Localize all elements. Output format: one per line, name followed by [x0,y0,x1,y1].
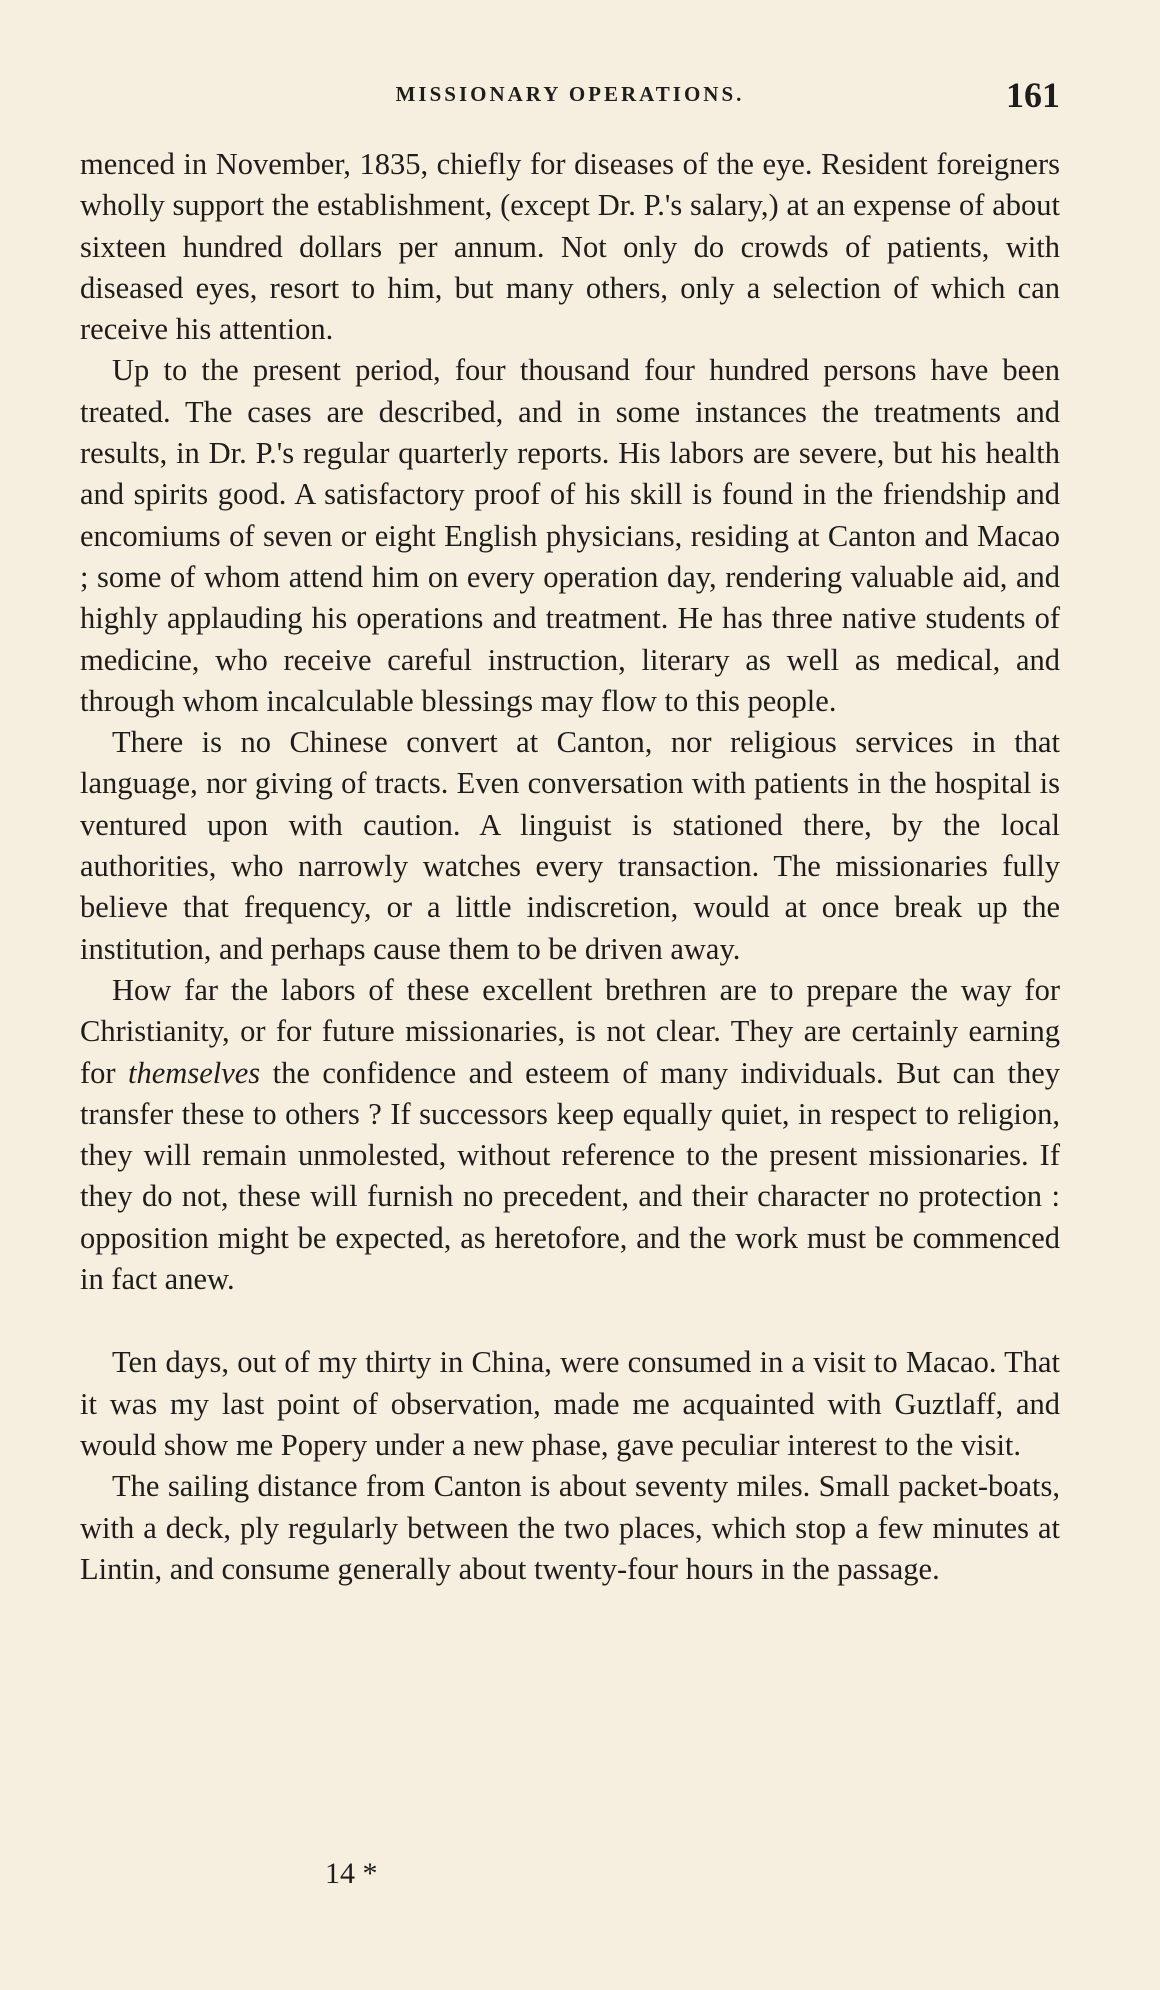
signature-mark: 14 * [325,1857,378,1890]
paragraph: Up to the present period, four thousand four hundred persons have been treated. The cases are described, and in some instances the treatments and results, in Dr. P.'s regular quarterly reports. His labors are severe, but his health and spirits good. A satisfactory proof of his skill is found in the friendship and encomiums of seven or eight English physicians, residing at Canton and Macao ; some of whom attend him on every operation day, rendering valuable aid, and highly applauding his operations and treatment. He has three native students of medicine, who receive careful instruction, literary as well as medical, and through whom incalculable blessings may flow to this people. [80,353,1060,718]
paragraph-text: the confidence and esteem of many individuals. But can they transfer these to others ? If successors keep equally quiet, in respect to religion, they will remain unmolested, without reference to the present missionaries. If they do not, these will furnish no precedent, and their character no protection : opposition might be expected, as heretofore, and the work must be commenced in fact anew. [80,1055,1060,1297]
body-text [80,144,1060,1590]
paragraph: Ten days, out of my thirty in China, were consumed in a visit to Macao. That it was my last point of observation, made me acquainted with Guztlaff, and would show me Popery under a new phase, gave peculiar interest to the visit. [80,1345,1060,1462]
paragraph [80,970,1060,1300]
paragraph: The sailing distance from Canton is about seventy miles. Small packet-boats, with a deck, ply regularly between the two places, which stop a few minutes at Lintin, and consume generally about twenty-four hours in the passage. [80,1469,1060,1586]
paragraph: menced in November, 1835, chiefly for diseases of the eye. Resident foreigners wholly support the establishment, (except Dr. P.'s salary,) at an expense of about sixteen hundred dollars per annum. Not only do crowds of patients, with diseased eyes, resort to him, but many others, only a selection of which can receive his attention. [80,147,1060,347]
page-number: 161 [1006,75,1060,115]
running-head: MISSIONARY OPERATIONS. [395,82,745,106]
section-break [80,1300,1060,1342]
emphasized-word: themselves [128,1055,261,1090]
paragraph-text: How far the labors of these excellent brethren are to prepare the way for Christianity, or for future missionaries, is not clear. They are certainly earning for [80,972,1060,1090]
page-header [80,75,1060,132]
paragraph: There is no Chinese convert at Canton, nor religious services in that language, nor giving of tracts. Even conversation with patients in the hospital is ventured upon with caution. A linguist is stationed there, by the local authorities, who narrowly watches every transaction. The missionaries fully believe that frequency, or a little indiscretion, would at once break up the institution, and perhaps cause them to be driven away. [80,725,1060,966]
